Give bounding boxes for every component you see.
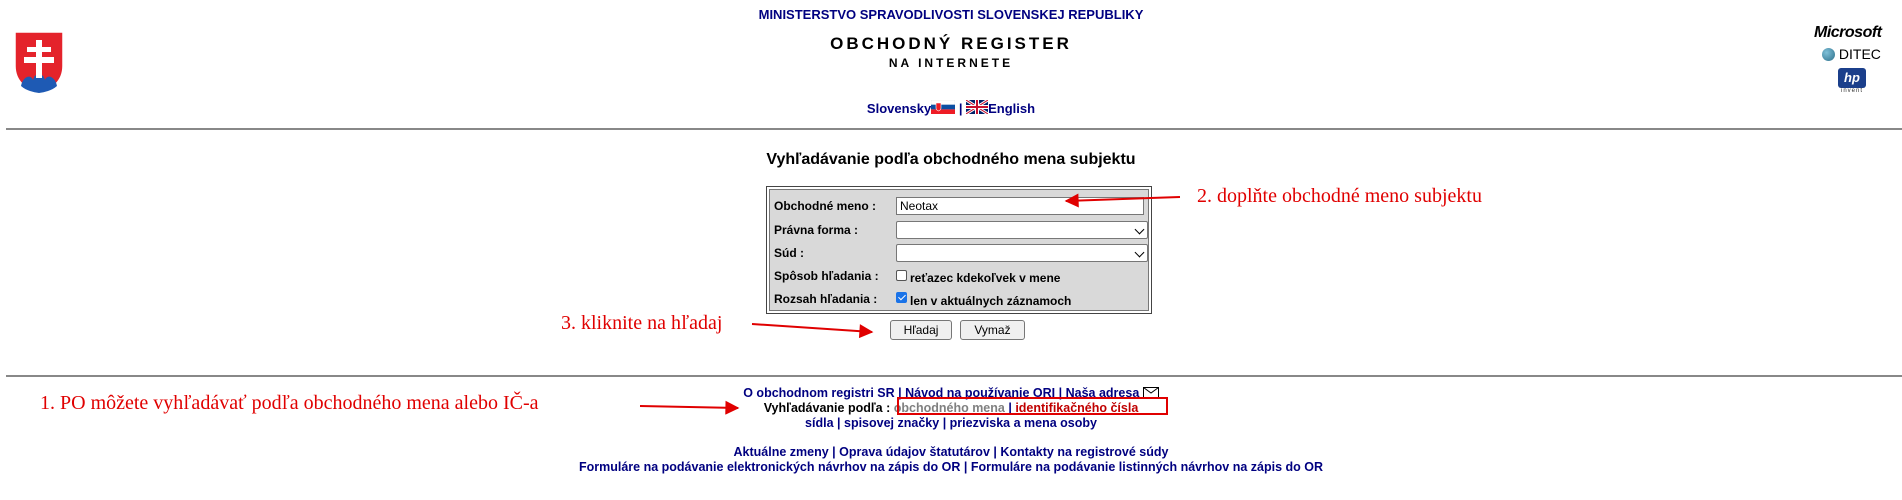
annotation-step1: 1. PO môžete vyhľadávať podľa obchodného mena alebo IČ-a bbox=[40, 392, 539, 414]
correction-link[interactable]: Oprava údajov štatutárov bbox=[839, 445, 990, 459]
search-button[interactable]: Hľadaj bbox=[890, 320, 952, 340]
contacts-link[interactable]: Kontakty na registrové súdy bbox=[1000, 445, 1169, 459]
arrow-step3 bbox=[752, 324, 872, 332]
footer-search-by: Vyhľadávanie podľa : obchodného mena | identifikačného čísla bbox=[763, 401, 1139, 415]
scope-option-label: len v aktuálnych záznamoch bbox=[910, 294, 1072, 308]
footer-form-links: Formuláre na podávanie elektronických návrhov na zápis do OR | Formuláre na podávanie listinných návrhov na zápis do OR bbox=[578, 460, 1323, 474]
changes-link[interactable]: Aktuálne zmeny bbox=[733, 445, 829, 459]
search-title: Vyhľadávanie podľa obchodného mena subjektu bbox=[766, 151, 1136, 168]
hp-logo: hp invent bbox=[1838, 68, 1866, 94]
forms-electronic-link[interactable]: Formuláre na podávanie elektronických návrhov na zápis do OR bbox=[578, 460, 961, 474]
ditec-logo: DITEC bbox=[1822, 46, 1881, 62]
footer-info-links: O obchodnom registri SR | Návod na používanie ORI | Naša adresa bbox=[0, 386, 1902, 401]
search-by-name-link[interactable]: obchodného mena bbox=[893, 401, 1005, 415]
arrow-step1 bbox=[640, 406, 738, 408]
microsoft-logo: Microsoft bbox=[1814, 24, 1882, 41]
lang-english-link[interactable]: English bbox=[988, 101, 1036, 116]
search-by-seat-link[interactable]: sídla bbox=[805, 416, 834, 430]
court-label: Súd : bbox=[774, 246, 804, 260]
search-by-file-link[interactable]: spisovej značky bbox=[844, 416, 940, 430]
annotation-step3: 3. kliknite na hľadaj bbox=[561, 312, 723, 334]
guide-link[interactable]: Návod na používanie ORI bbox=[905, 386, 1056, 400]
lang-slovak-link[interactable]: Slovensky bbox=[866, 101, 932, 116]
footer-search-by-more: sídla | spisovej značky | priezviska a mena osoby bbox=[805, 416, 1097, 430]
arrow-step2 bbox=[1066, 197, 1180, 201]
legal-form-label: Právna forma : bbox=[774, 223, 859, 237]
search-by-id-link[interactable]: identifikačného čísla bbox=[1015, 401, 1139, 415]
search-by-label: Vyhľadávanie podľa : bbox=[763, 401, 891, 415]
lang-separator: | bbox=[958, 101, 963, 116]
page-title: OBCHODNÝ REGISTER bbox=[830, 34, 1072, 53]
footer-misc-links: Aktuálne zmeny | Oprava údajov štatutárov | Kontakty na registrové súdy bbox=[733, 445, 1169, 459]
about-link[interactable]: O obchodnom registri SR bbox=[743, 386, 895, 400]
annotation-step2: 2. doplňte obchodné meno subjektu bbox=[1197, 185, 1482, 207]
method-option-label: reťazec kdekoľvek v mene bbox=[910, 271, 1061, 285]
scope-label: Rozsah hľadania : bbox=[774, 292, 878, 306]
clear-button[interactable]: Vymaž bbox=[960, 320, 1025, 340]
method-label: Spôsob hľadania : bbox=[774, 269, 879, 283]
address-link[interactable]: Naša adresa bbox=[1065, 386, 1140, 400]
forms-paper-link[interactable]: Formuláre na podávanie listinných návrhov na zápis do OR bbox=[970, 460, 1323, 474]
name-label: Obchodné meno : bbox=[774, 199, 876, 213]
ministry-name: MINISTERSTVO SPRAVODLIVOSTI SLOVENSKEJ REPUBLIKY bbox=[758, 7, 1144, 22]
page-subtitle: NA INTERNETE bbox=[888, 56, 1014, 70]
search-by-person-link[interactable]: priezviska a mena osoby bbox=[949, 416, 1097, 430]
